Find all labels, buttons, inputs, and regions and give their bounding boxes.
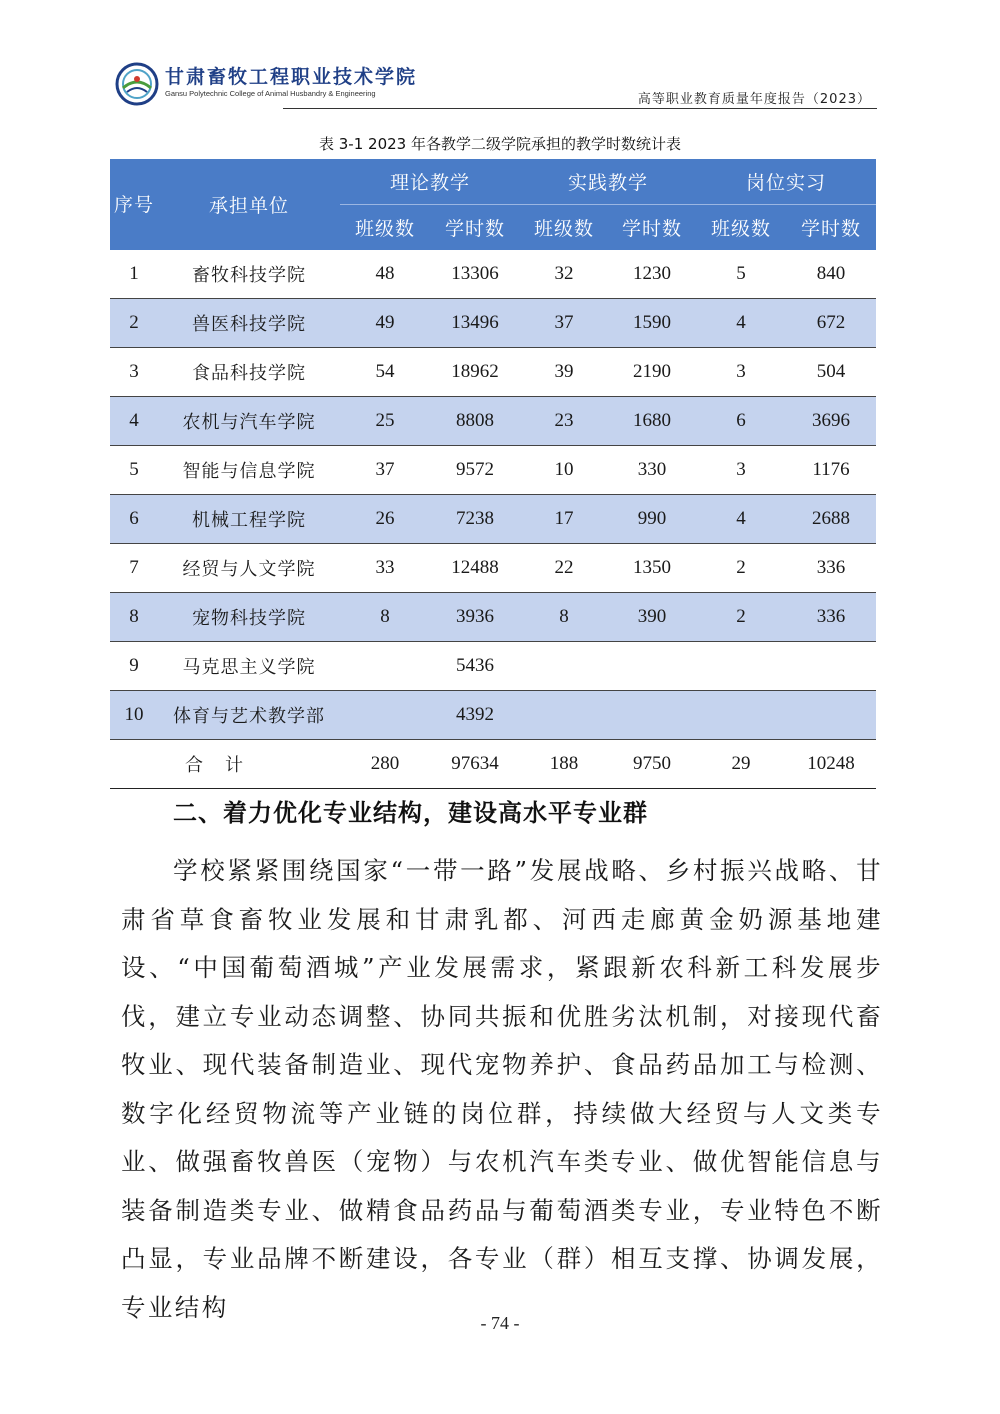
cell-unit: 体育与艺术教学部	[158, 691, 340, 740]
cell-unit: 食品科技学院	[158, 348, 340, 397]
cell-total-internship-hours: 10248	[786, 740, 876, 789]
cell-internship-classes: 2	[696, 593, 786, 642]
cell-internship-classes: 3	[696, 446, 786, 495]
header-theory: 理论教学	[340, 159, 520, 205]
cell-theory-classes	[340, 691, 430, 740]
table-total-row	[110, 740, 876, 789]
cell-practice-classes: 10	[520, 446, 608, 495]
body-paragraph: 学校紧紧围绕国家“一带一路”发展战略、乡村振兴战略、甘肃省草食畜牧业发展和甘肃乳都、河西走廊黄金奶源基地建设、“中国葡萄酒城”产业发展需求，紧跟新农科新工科发展步伐，建立专业动态调整、协同共振和优胜劣汰机制，对接现代畜牧业、现代装备制造业、现代宠物养护、食品药品加工与检测、数字化经贸物流等产业链的岗位群，持续做大经贸与人文类专业、做强畜牧兽医（宠物）与农机汽车类专业、做优智能信息与装备制造类专业、做精食品药品与葡萄酒类专业，专业特色不断凸显，专业品牌不断建设，各专业（群）相互支撑、协调发展，专业结构	[121, 856, 883, 1322]
cell-seq: 7	[110, 544, 158, 593]
header-internship-classes: 班级数	[696, 205, 786, 251]
cell-practice-classes: 8	[520, 593, 608, 642]
cell-internship-classes: 5	[696, 250, 786, 299]
cell-theory-hours: 13496	[430, 299, 520, 348]
cell-seq: 8	[110, 593, 158, 642]
cell-practice-hours: 990	[608, 495, 696, 544]
cell-practice-hours: 1230	[608, 250, 696, 299]
header-theory-hours: 学时数	[430, 205, 520, 251]
cell-practice-hours	[608, 642, 696, 691]
cell-theory-classes: 49	[340, 299, 430, 348]
cell-internship-hours: 672	[786, 299, 876, 348]
header-practice: 实践教学	[520, 159, 696, 205]
cell-practice-classes: 39	[520, 348, 608, 397]
cell-practice-classes	[520, 691, 608, 740]
cell-internship-classes: 6	[696, 397, 786, 446]
cell-seq: 3	[110, 348, 158, 397]
cell-internship-hours: 336	[786, 593, 876, 642]
school-name-cn: 甘肃畜牧工程职业技术学院	[165, 66, 418, 88]
cell-theory-hours: 18962	[430, 348, 520, 397]
cell-practice-hours	[608, 691, 696, 740]
cell-internship-classes: 4	[696, 299, 786, 348]
cell-practice-classes: 23	[520, 397, 608, 446]
cell-theory-classes	[340, 642, 430, 691]
cell-internship-hours: 3696	[786, 397, 876, 446]
table-body	[110, 250, 876, 789]
header-seq: 序号	[110, 159, 158, 250]
header-divider	[283, 108, 877, 109]
cell-theory-classes: 54	[340, 348, 430, 397]
cell-theory-hours: 7238	[430, 495, 520, 544]
cell-theory-classes: 48	[340, 250, 430, 299]
cell-theory-classes: 33	[340, 544, 430, 593]
header-practice-classes: 班级数	[520, 205, 608, 251]
cell-practice-classes: 37	[520, 299, 608, 348]
cell-seq: 10	[110, 691, 158, 740]
cell-theory-classes: 8	[340, 593, 430, 642]
cell-internship-classes: 2	[696, 544, 786, 593]
header-unit: 承担单位	[158, 159, 340, 250]
college-logo-icon	[115, 62, 159, 106]
cell-unit: 兽医科技学院	[158, 299, 340, 348]
cell-internship-classes: 4	[696, 495, 786, 544]
cell-practice-hours: 330	[608, 446, 696, 495]
school-name-en: Gansu Polytechnic College of Animal Husbandry & Engineering	[165, 89, 376, 98]
cell-total-practice-hours: 9750	[608, 740, 696, 789]
table-row	[110, 544, 876, 593]
cell-internship-hours: 840	[786, 250, 876, 299]
cell-theory-hours: 8808	[430, 397, 520, 446]
cell-practice-hours: 390	[608, 593, 696, 642]
cell-theory-hours: 9572	[430, 446, 520, 495]
table-row	[110, 642, 876, 691]
teaching-hours-table	[110, 159, 876, 789]
cell-practice-hours: 1350	[608, 544, 696, 593]
header-theory-classes: 班级数	[340, 205, 430, 251]
section-heading: 二、着力优化专业结构，建设高水平专业群	[173, 799, 648, 827]
cell-seq: 2	[110, 299, 158, 348]
header-internship-hours: 学时数	[786, 205, 876, 251]
table-row	[110, 446, 876, 495]
cell-theory-hours: 3936	[430, 593, 520, 642]
table-row	[110, 691, 876, 740]
header-internship: 岗位实习	[696, 159, 876, 205]
table-row	[110, 250, 876, 299]
table-caption: 表 3-1 2023 年各教学二级学院承担的教学时数统计表	[319, 135, 681, 153]
cell-total-practice-classes: 188	[520, 740, 608, 789]
cell-practice-classes: 22	[520, 544, 608, 593]
cell-unit: 智能与信息学院	[158, 446, 340, 495]
cell-seq: 4	[110, 397, 158, 446]
cell-seq: 9	[110, 642, 158, 691]
table-row	[110, 299, 876, 348]
cell-theory-hours: 13306	[430, 250, 520, 299]
cell-seq: 1	[110, 250, 158, 299]
cell-total-theory-classes: 280	[340, 740, 430, 789]
cell-practice-classes	[520, 642, 608, 691]
cell-theory-classes: 25	[340, 397, 430, 446]
page-number: - 74 -	[480, 1313, 520, 1333]
cell-internship-hours: 1176	[786, 446, 876, 495]
cell-internship-hours	[786, 642, 876, 691]
cell-unit: 畜牧科技学院	[158, 250, 340, 299]
cell-theory-classes: 26	[340, 495, 430, 544]
cell-internship-classes	[696, 691, 786, 740]
cell-internship-hours: 336	[786, 544, 876, 593]
cell-unit: 马克思主义学院	[158, 642, 340, 691]
cell-practice-hours: 1590	[608, 299, 696, 348]
cell-internship-hours: 2688	[786, 495, 876, 544]
cell-theory-hours: 5436	[430, 642, 520, 691]
table-row	[110, 495, 876, 544]
cell-seq: 5	[110, 446, 158, 495]
cell-practice-classes: 17	[520, 495, 608, 544]
table-row	[110, 348, 876, 397]
header-practice-hours: 学时数	[608, 205, 696, 251]
table-row	[110, 593, 876, 642]
cell-unit: 机械工程学院	[158, 495, 340, 544]
cell-practice-hours: 1680	[608, 397, 696, 446]
cell-internship-classes: 3	[696, 348, 786, 397]
cell-practice-classes: 32	[520, 250, 608, 299]
cell-total-theory-hours: 97634	[430, 740, 520, 789]
cell-practice-hours: 2190	[608, 348, 696, 397]
report-title: 高等职业教育质量年度报告（2023）	[637, 92, 871, 107]
cell-unit: 宠物科技学院	[158, 593, 340, 642]
cell-total-internship-classes: 29	[696, 740, 786, 789]
cell-total-label: 合计	[110, 740, 340, 789]
cell-internship-hours	[786, 691, 876, 740]
cell-theory-hours: 4392	[430, 691, 520, 740]
page-header	[115, 58, 877, 110]
cell-internship-classes	[696, 642, 786, 691]
cell-theory-hours: 12488	[430, 544, 520, 593]
cell-theory-classes: 37	[340, 446, 430, 495]
cell-seq: 6	[110, 495, 158, 544]
table-row	[110, 397, 876, 446]
cell-unit: 农机与汽车学院	[158, 397, 340, 446]
cell-unit: 经贸与人文学院	[158, 544, 340, 593]
cell-internship-hours: 504	[786, 348, 876, 397]
